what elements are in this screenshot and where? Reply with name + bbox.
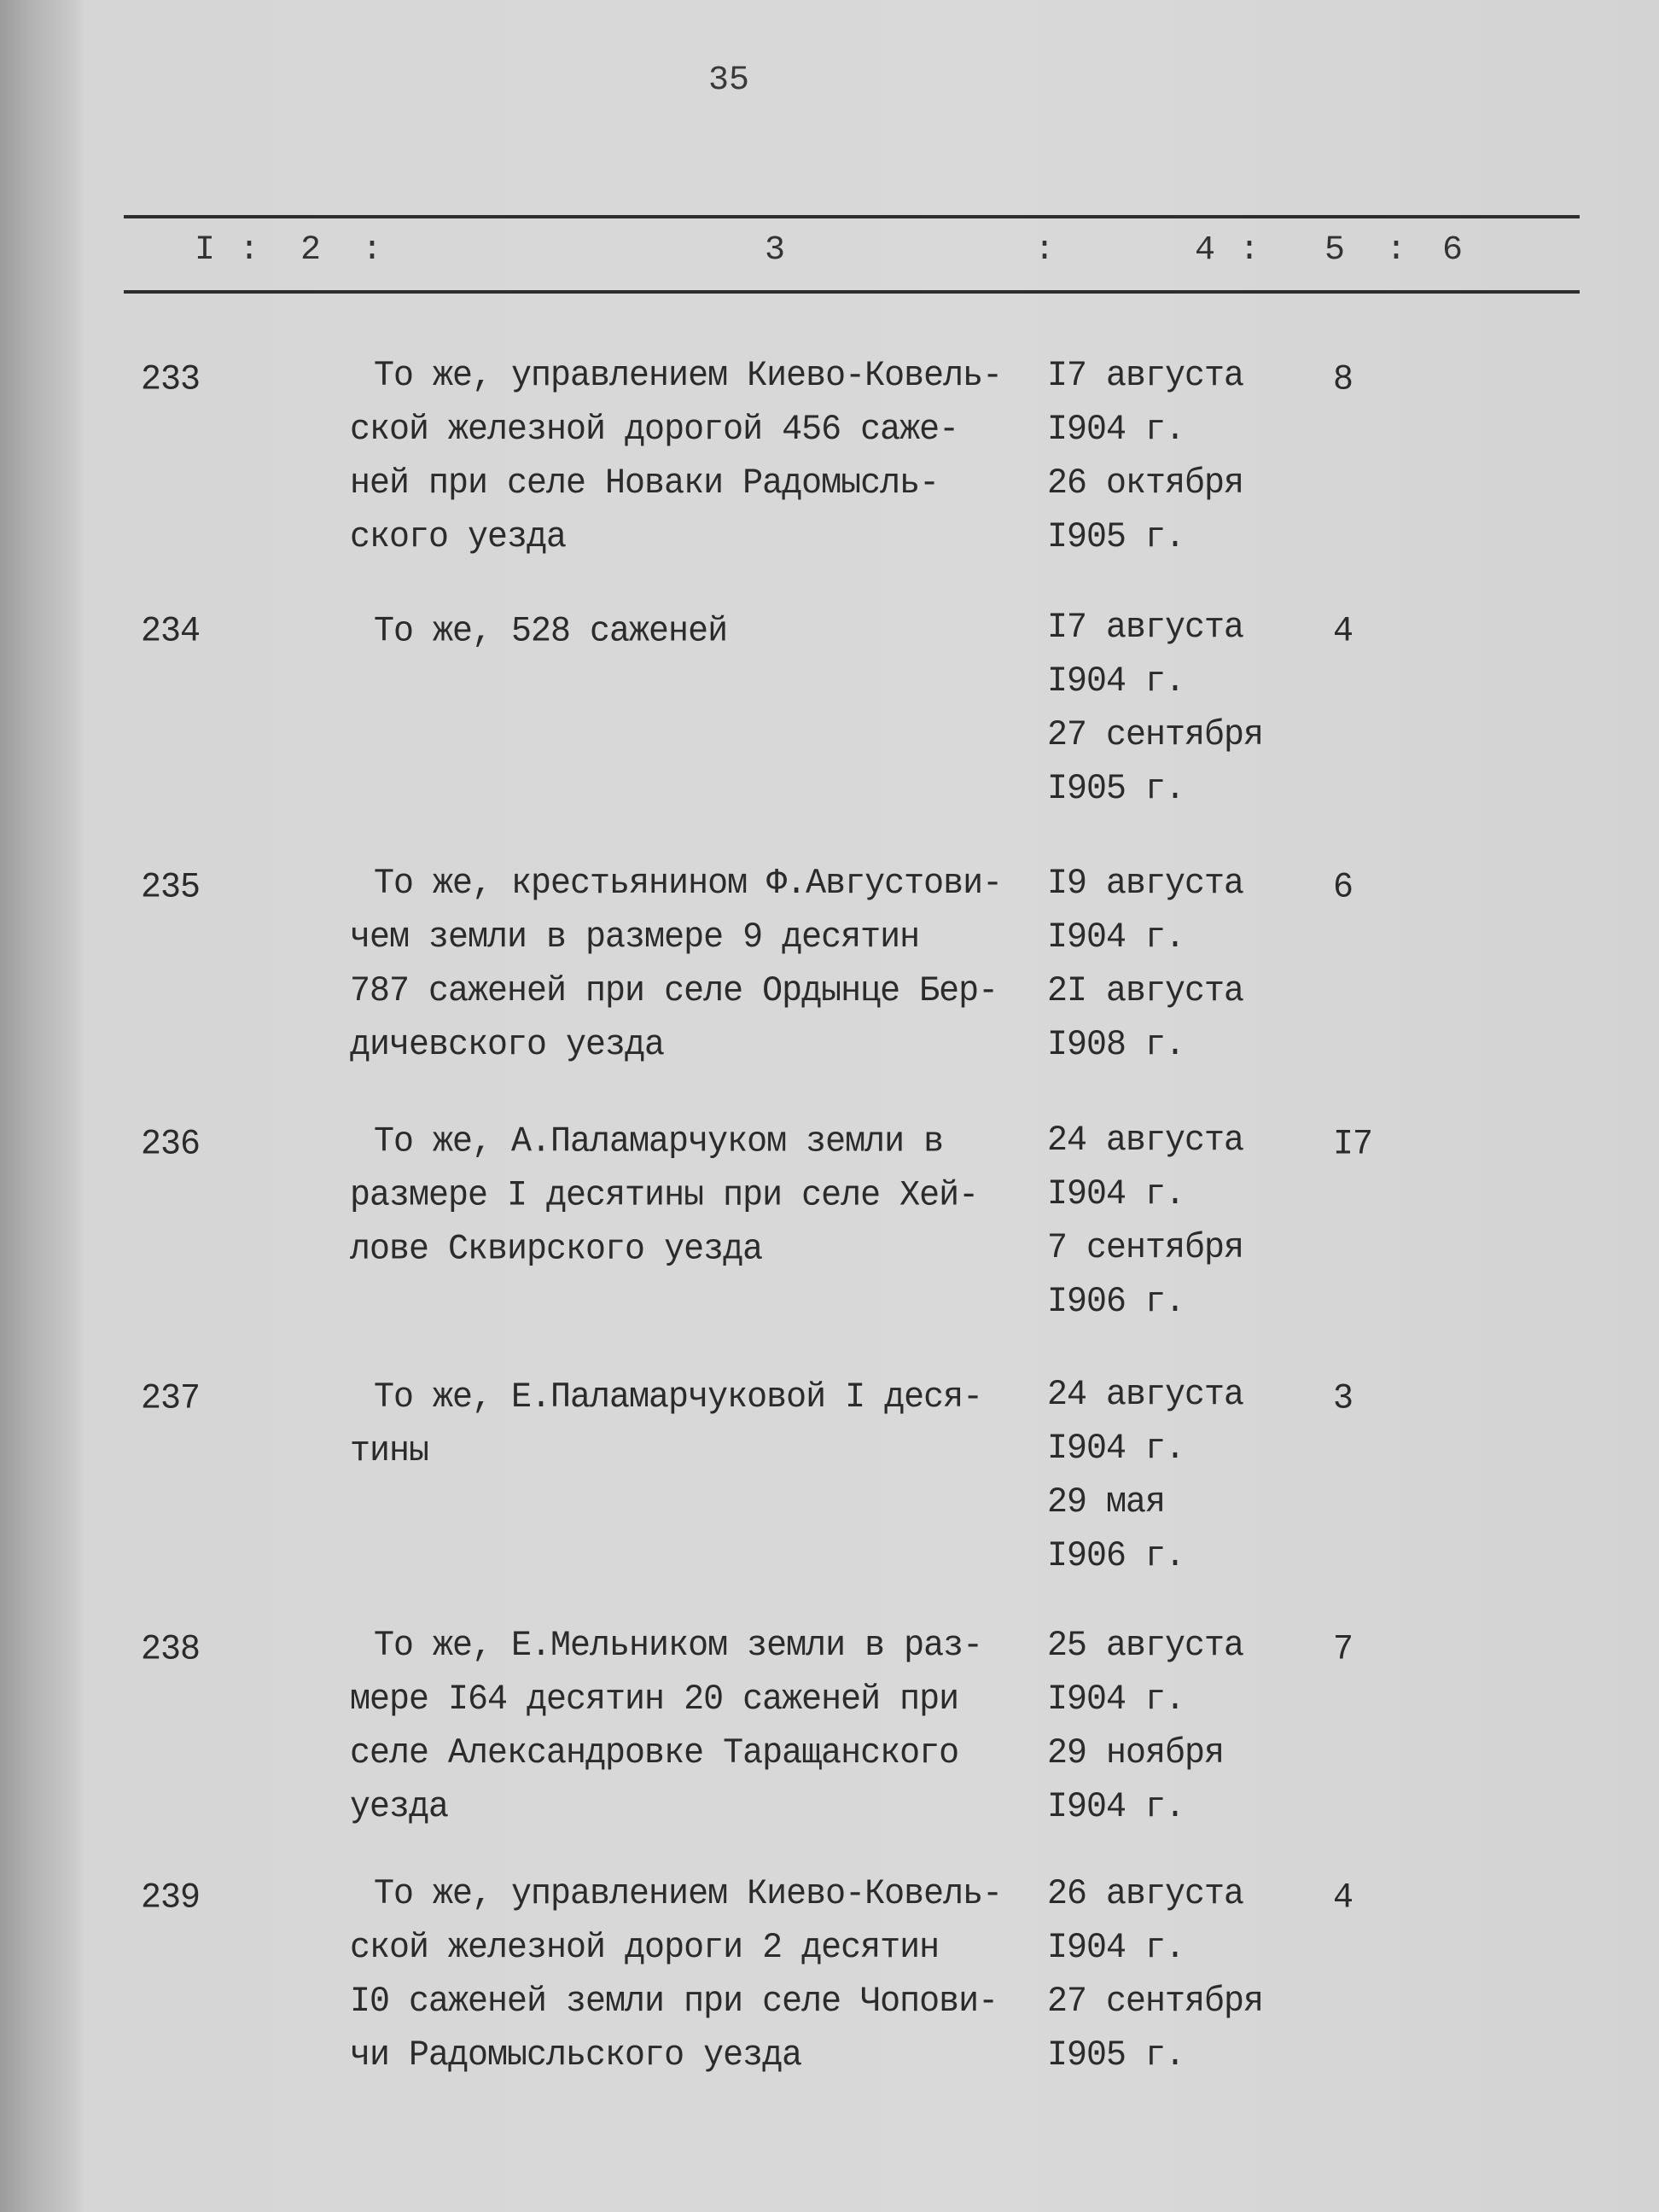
description-line: чи Радомысльского уезда [350, 2035, 802, 2076]
date-line: I904 г. [1047, 410, 1185, 451]
date-line: 27 сентября [1047, 715, 1264, 756]
row-description [350, 606, 727, 660]
row-number: 235 [141, 867, 201, 909]
date-line: I905 г. [1047, 769, 1185, 810]
row-description [350, 1620, 982, 1835]
row-sheet-count: 8 [1333, 359, 1353, 401]
date-line: I906 г. [1047, 1282, 1185, 1323]
row-dates [1047, 1369, 1243, 1584]
date-line: I908 г. [1047, 1025, 1185, 1066]
column-header-I: I [195, 231, 216, 270]
description-line: ской железной дороги 2 десятин [350, 1928, 940, 1969]
column-separator: : [1239, 231, 1260, 270]
date-line: I904 г. [1047, 1787, 1185, 1828]
description-line: ского уезда [350, 517, 567, 558]
description-line: мере I64 десятин 20 саженей при [350, 1679, 959, 1720]
date-line: 7 сентября [1047, 1228, 1244, 1269]
date-line: 25 августа [1047, 1626, 1244, 1667]
row-number: 233 [141, 359, 201, 401]
row-sheet-count: 6 [1333, 867, 1353, 909]
description-line: То же, Е.Мельником земли в раз- [374, 1626, 983, 1667]
date-line: I904 г. [1047, 661, 1185, 702]
date-line: I9 августа [1047, 864, 1244, 905]
description-line: дичевского уезда [350, 1025, 665, 1066]
row-sheet-count: 7 [1333, 1629, 1353, 1671]
row-sheet-count: 3 [1333, 1378, 1353, 1420]
date-line: 29 ноября [1047, 1733, 1225, 1774]
row-number: 234 [141, 611, 201, 653]
row-number: 236 [141, 1124, 201, 1166]
column-header-2: 2 [300, 231, 322, 270]
date-line: I905 г. [1047, 517, 1185, 558]
row-sheet-count: 4 [1333, 611, 1353, 653]
row-description [350, 858, 1002, 1073]
row-sheet-count: I7 [1333, 1124, 1373, 1166]
date-line: I906 г. [1047, 1536, 1185, 1577]
row-dates [1047, 350, 1243, 565]
description-line: лове Сквирского уезда [350, 1229, 763, 1271]
date-line: I904 г. [1047, 1679, 1185, 1720]
description-line: То же, А.Паламарчуком земли в [374, 1121, 944, 1163]
row-description [350, 1868, 1002, 2083]
description-line: тины [350, 1431, 429, 1472]
table-header-top-rule [124, 215, 1580, 218]
row-description [350, 350, 1002, 565]
column-header-6: 6 [1442, 231, 1464, 270]
row-number: 237 [141, 1378, 201, 1420]
row-description [350, 1371, 982, 1479]
date-line: 27 сентября [1047, 1982, 1264, 2023]
column-separator: : [1386, 231, 1407, 270]
column-header-4: 4 [1195, 231, 1216, 270]
date-line: I905 г. [1047, 2035, 1185, 2076]
row-dates [1047, 1115, 1243, 1330]
date-line: 26 октября [1047, 463, 1244, 504]
date-line: 26 августа [1047, 1874, 1244, 1915]
description-line: То же, управлением Киево-Ковель- [374, 1874, 1003, 1915]
date-line: I7 августа [1047, 608, 1244, 649]
description-line: чем земли в размере 9 десятин [350, 917, 920, 958]
column-separator: : [239, 231, 260, 270]
description-line: То же, Е.Паламарчуковой I деся- [374, 1377, 983, 1418]
description-line: То же, крестьянином Ф.Августови- [374, 864, 1003, 905]
date-line: I904 г. [1047, 1429, 1185, 1470]
date-line: I904 г. [1047, 1174, 1185, 1215]
row-dates [1047, 1620, 1243, 1835]
description-line: То же, управлением Киево-Ковель- [374, 356, 1003, 397]
row-description [350, 1116, 978, 1278]
page-number: 35 [708, 61, 750, 100]
description-line: селе Александровке Таращанского [350, 1733, 959, 1774]
row-number: 238 [141, 1629, 201, 1671]
description-line: I0 саженей земли при селе Чопови- [350, 1982, 998, 2023]
description-line: То же, 528 саженей [374, 611, 728, 653]
column-header-5: 5 [1324, 231, 1346, 270]
description-line: уезда [350, 1787, 449, 1828]
date-line: I904 г. [1047, 1928, 1185, 1969]
description-line: 787 саженей при селе Ордынце Бер- [350, 971, 998, 1012]
date-line: I904 г. [1047, 917, 1185, 958]
description-line: ской железной дорогой 456 саже- [350, 410, 959, 451]
table-header-bottom-rule [124, 290, 1580, 294]
row-sheet-count: 4 [1333, 1877, 1353, 1919]
date-line: 24 августа [1047, 1375, 1244, 1416]
row-dates [1047, 858, 1243, 1073]
date-line: I7 августа [1047, 356, 1244, 397]
date-line: 24 августа [1047, 1121, 1244, 1161]
date-line: 2I августа [1047, 971, 1244, 1012]
row-dates [1047, 602, 1263, 817]
column-separator: : [1034, 231, 1056, 270]
column-header-3: 3 [765, 231, 786, 270]
row-dates [1047, 1868, 1263, 2083]
row-number: 239 [141, 1877, 201, 1919]
description-line: ней при селе Новаки Радомысль- [350, 463, 940, 504]
date-line: 29 мая [1047, 1482, 1166, 1523]
column-separator: : [362, 231, 383, 270]
description-line: размере I десятины при селе Хей- [350, 1175, 979, 1217]
